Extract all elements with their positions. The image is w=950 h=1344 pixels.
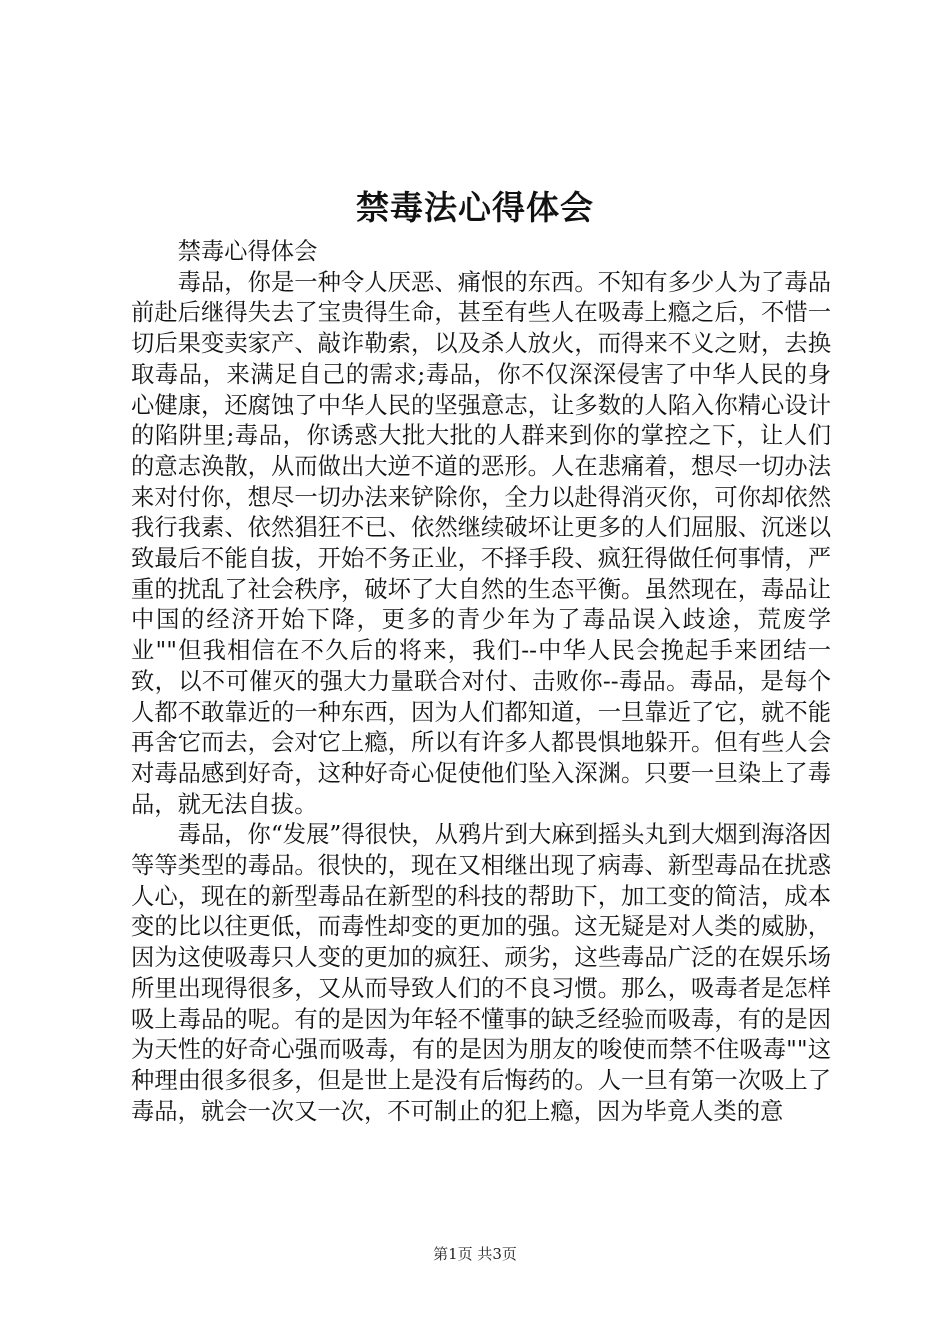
page-number-footer: 第1页 共3页	[433, 1245, 517, 1263]
document-title: 禁毒法心得体会	[356, 188, 594, 227]
paragraph-1: 毒品，你是一种令人厌恶、痛恨的东西。不知有多少人为了毒品前赴后继得失去了宝贵得生命，甚至有些人在吸毒上瘾之后，不惜一切后果变卖家产、敲诈勒索，以及杀人放火，而得来不义之财，去换取毒品，来满足自己的需求;毒品，你不仅深深侵害了中华人民的身心健康，还腐蚀了中华人民的坚强意志，让多数的人陷入你精心设计的陷阱里;毒品，你诱惑大批大批的人群来到你的掌控之下，让人们的意志涣散，从而做出大逆不道的恶形。人在悲痛着，想尽一切办法来对付你，想尽一切办法来铲除你，全力以赴得消灭你，可你却依然我行我素、依然猖狂不已、依然继续破坏让更多的人们屈服、沉迷以致最后不能自拔，开始不务正业，不择手段、疯狂得做任何事情，严重的扰乱了社会秩序，破坏了大自然的生态平衡。虽然现在，毒品让中国的经济开始下降，更多的青少年为了毒品误入歧途，荒废学业""但我相信在不久后的将来，我们--中华人民会挽起手来团结一致，以不可催灭的强大力量联合对付、击败你--毒品。毒品，是每个人都不敢靠近的一种东西，因为人们都知道，一旦靠近了它，就不能再舍它而去，会对它上瘾，所以有许多人都畏惧地躲开。但有些人会对毒品感到好奇，这种好奇心促使他们坠入深渊。只要一旦染上了毒品，就无法自拔。	[131, 268, 831, 818]
document-body	[131, 237, 831, 1127]
paragraph-2: 毒品，你“发展”得很快，从鸦片到大麻到摇头丸到大烟到海洛因等等类型的毒品。很快的，现在又相继出现了病毒、新型毒品在扰惑人心，现在的新型毒品在新型的科技的帮助下，加工变的简洁，成本变的比以往更低，而毒性却变的更加的强。这无疑是对人类的威胁，因为这使吸毒只人变的更加的疯狂、顽劣，这些毒品广泛的在娱乐场所里出现得很多，又从而导致人们的不良习惯。那么，吸毒者是怎样吸上毒品的呢。有的是因为年轻不懂事的缺乏经验而吸毒，有的是因为天性的好奇心强而吸毒，有的是因为朋友的唆使而禁不住吸毒""这种理由很多很多，但是世上是没有后悔药的。人一旦有第一次吸上了毒品，就会一次又一次，不可制止的犯上瘾，因为毕竟人类的意	[131, 821, 831, 1125]
paragraph-subtitle: 禁毒心得体会	[177, 238, 318, 265]
